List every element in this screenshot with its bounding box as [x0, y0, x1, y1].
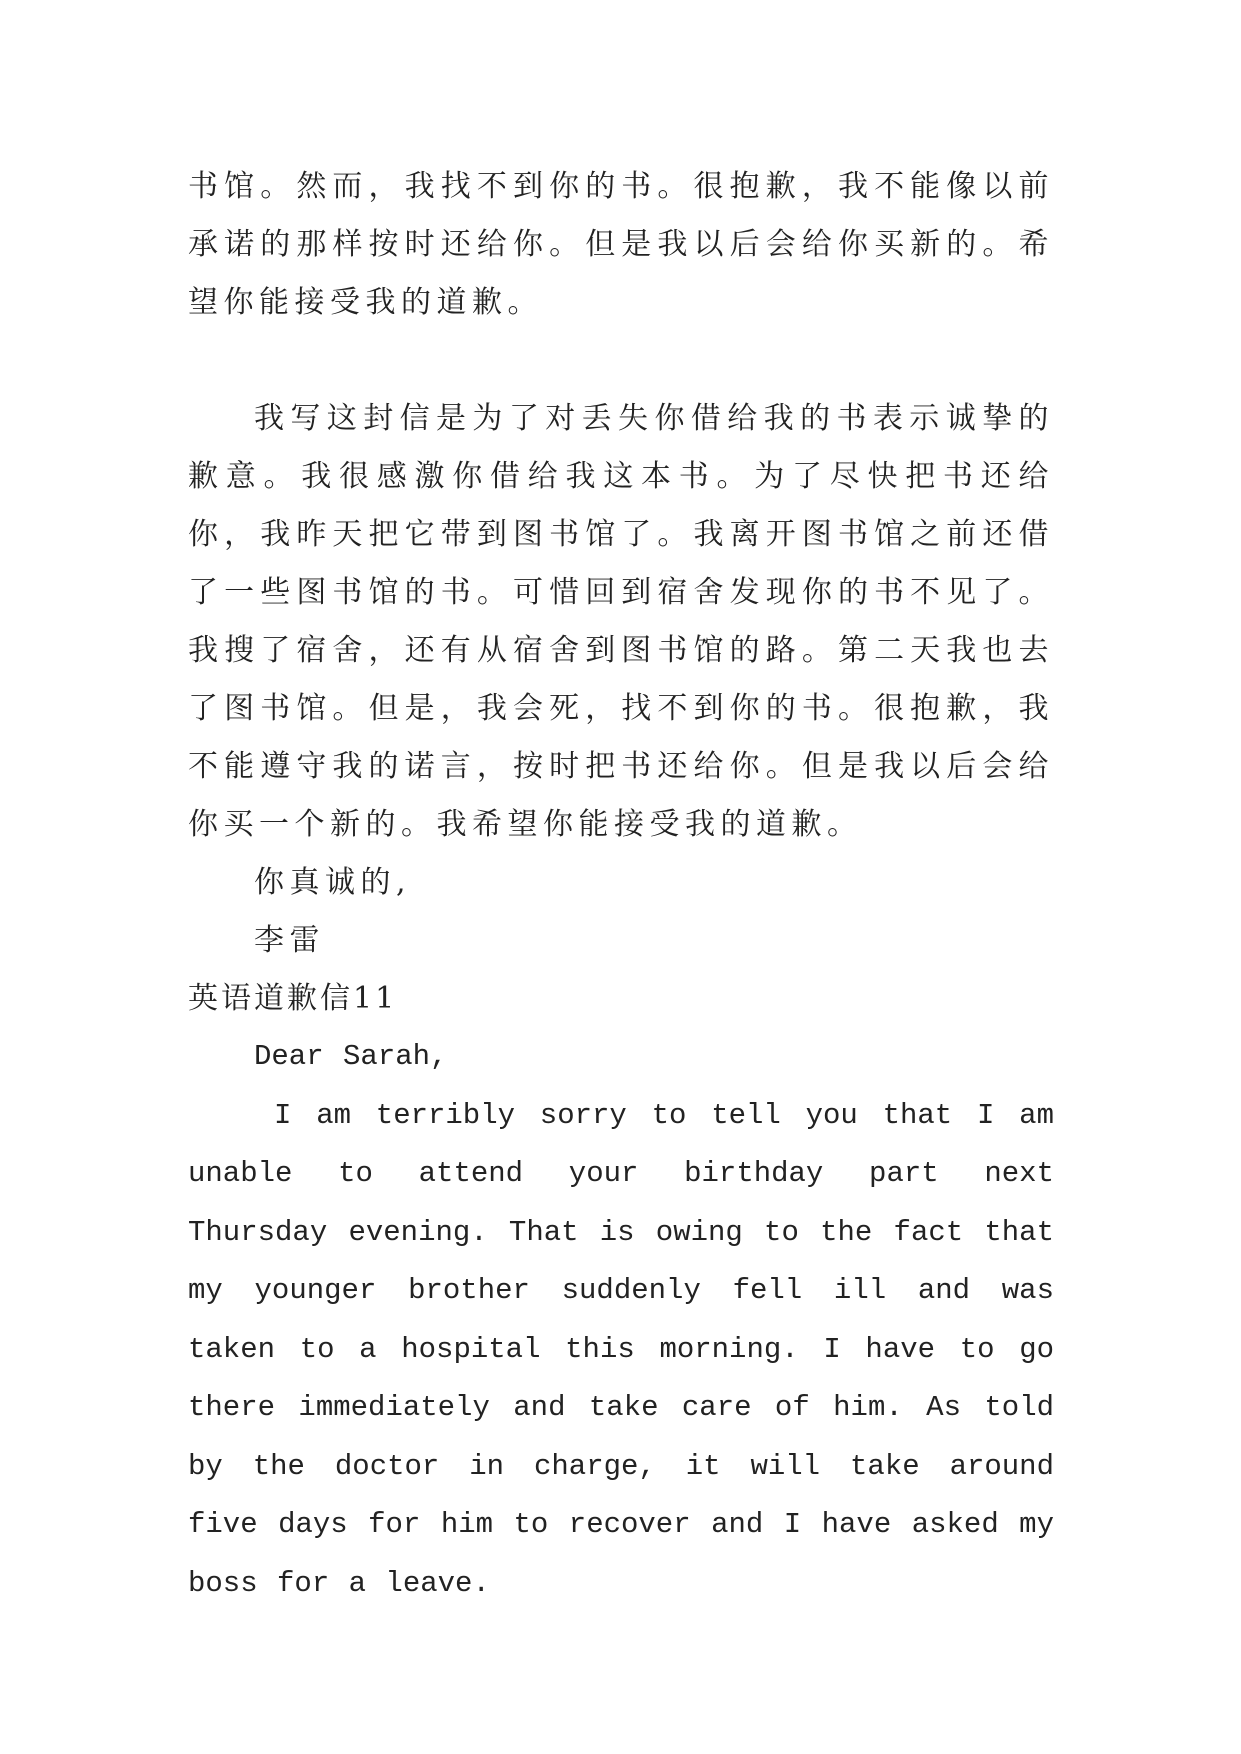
paragraph-gap [188, 332, 1054, 390]
document-body [188, 158, 1054, 1613]
english-paragraph: I am terribly sorry to tell you that I am unable to attend your birthday part next Thursday evening. That is owing to the fact that my younger brother suddenly fell ill and was taken to a hospital this morning. I have to go there immediately and take care of him. As told by the doctor in charge, it will take around five days for him to recover and I have asked my boss for a leave. [188, 1098, 1054, 1600]
paragraph-continuation: 书馆。然而，我找不到你的书。很抱歉，我不能像以前承诺的那样按时还给你。但是我以后会给你买新的。希望你能接受我的道歉。 [188, 169, 1054, 320]
letter-signature: 李雷 [254, 923, 325, 958]
section-heading: 英语道歉信11 [188, 981, 398, 1016]
paragraph-apology-letter: 我写这封信是为了对丢失你借给我的书表示诚挚的歉意。我很感激你借给我这本书。为了尽快把书还给你，我昨天把它带到图书馆了。我离开图书馆之前还借了一些图书馆的书。可惜回到宿舍发现你的书不见了。我搜了宿舍，还有从宿舍到图书馆的路。第二天我也去了图书馆。但是，我会死，找不到你的书。很抱歉，我不能遵守我的诺言，按时把书还给你。但是我以后会给你买一个新的。我希望你能接受我的道歉。 [188, 401, 1054, 842]
letter-closing: 你真诚的, [254, 865, 412, 900]
english-salutation: Dear Sarah, [254, 1040, 448, 1073]
